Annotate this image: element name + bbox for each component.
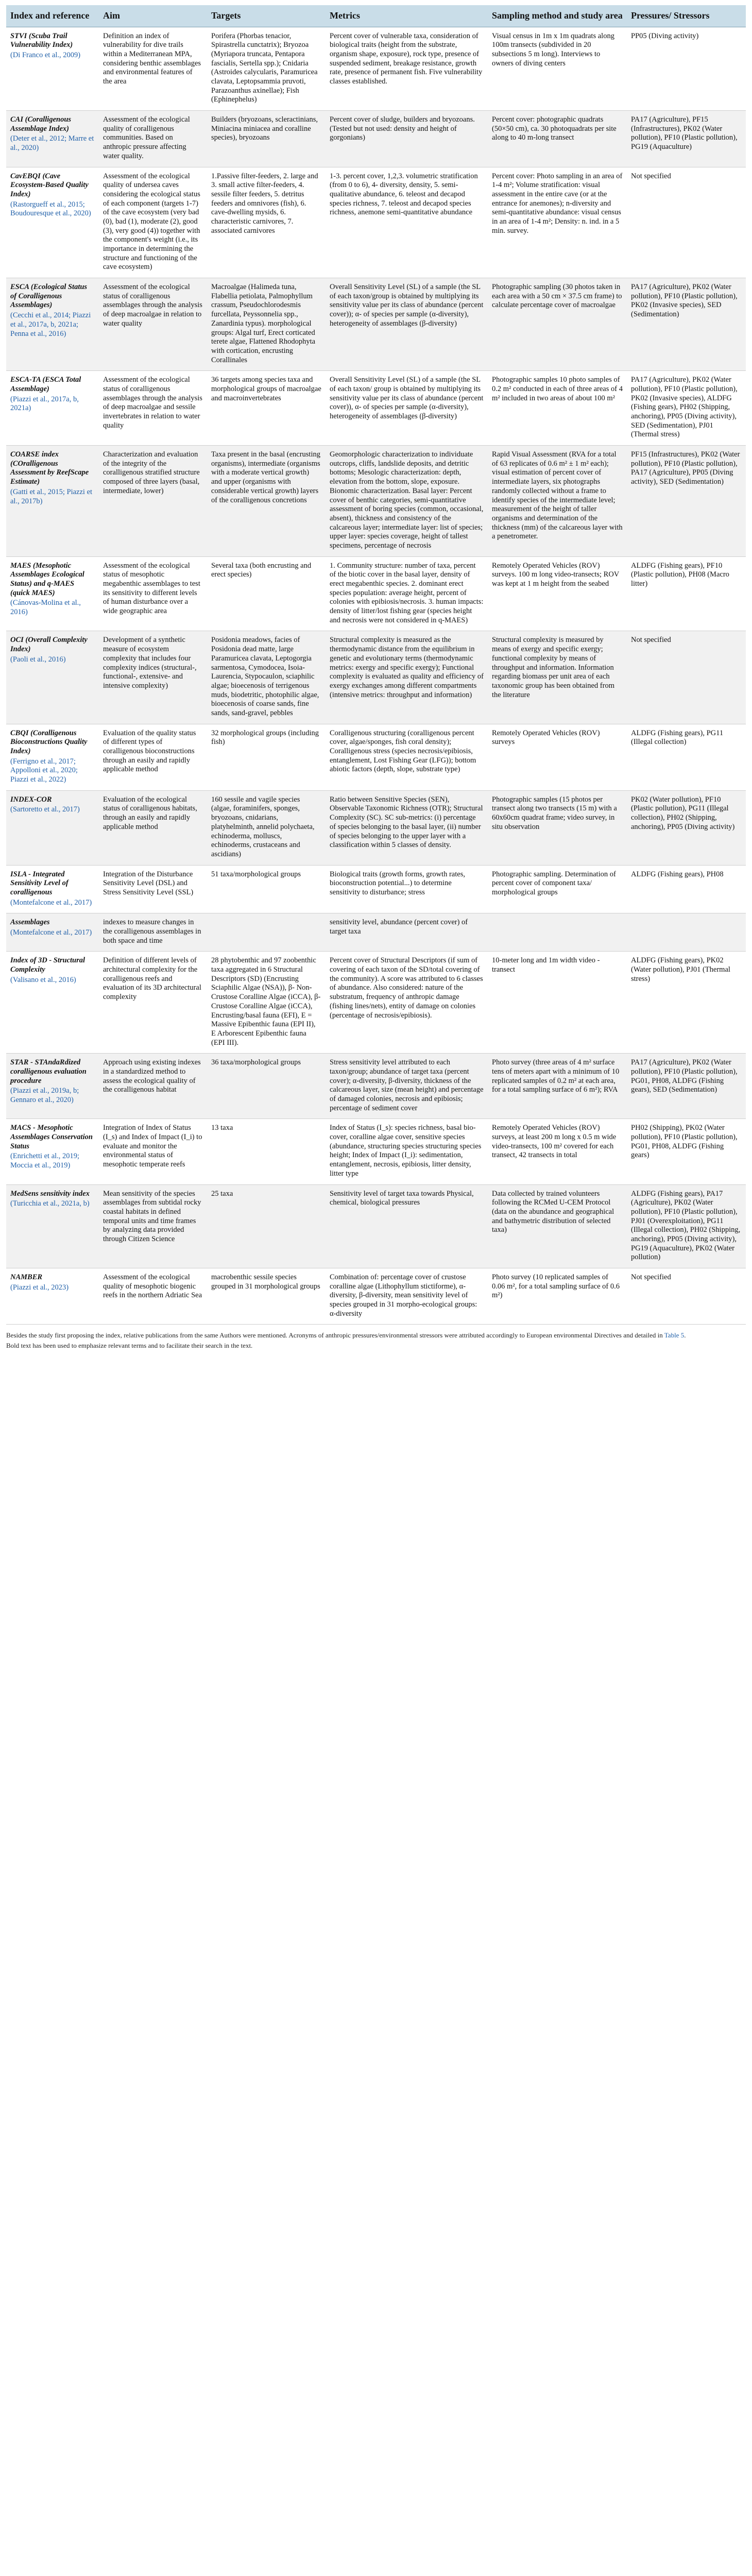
table-row (6, 952, 746, 1054)
cell-metrics: Combination of: percentage cover of crustose coralline algae (Lithophyllum stictiforme), α-diversity, β-diversity, mean sensitivity level of species grouped in 31 morpho-ecological groups: α-diversity (326, 1268, 488, 1325)
index-name: MedSens sensitivity index (10, 1189, 90, 1198)
cell-aim: Assessment of the ecological quality of mesophotic biogenic reefs in the northern Adriatic Sea (99, 1268, 207, 1325)
cell-pressures: PA17 (Agriculture), PK02 (Water pollution), PF10 (Plastic pollution), PG01, PH08, ALDFG (Fishing gears), SED (Sedimentation) (627, 1054, 746, 1119)
index-reference-link[interactable]: (Montefalcone et al., 2017) (10, 898, 92, 907)
footnote-line-2: Bold text has been used to emphasize relevant terms and to facilitate their search in the text. (6, 1342, 253, 1350)
index-name: MACS - Mesophotic Assemblages Conservation Status (10, 1124, 93, 1150)
cell-metrics: Overall Sensitivity Level (SL) of a sample (the SL of each taxon/group is obtained by multiplying its sensitivity value per its class of abundance (percent cover)); α- of species per sample (α-diversity), heterogeneity of assemblages (β-diversity) (326, 278, 488, 371)
cell-aim: Assessment of the ecological status of coralligenous assemblages through the analysis of deep macroalgae in relation to water quality (99, 278, 207, 371)
cell-metrics: Coralligenous structuring (coralligenous percent cover, algae/sponges, fish coral density); Coralligenous stress (species necrosis/epibiosis, entanglement, Lost Fishing Gear (LFG)); bottom abiotic factors (depth, slope, substrate type) (326, 724, 488, 790)
index-name: CAI (Coralligenous Assemblage Index) (10, 115, 72, 133)
header-metrics: Metrics (326, 5, 488, 27)
cell-pressures: PK02 (Water pollution), PF10 (Plastic pollution), PG11 (Illegal collection), PH02 (Shipping, anchoring), PP05 (Diving activity) (627, 790, 746, 865)
index-reference-link[interactable]: (Rastorgueff et al., 2015; Boudouresque et al., 2020) (10, 200, 91, 218)
cell-metrics: Ratio between Sensitive Species (SEN), Observable Taxonomic Richness (OTR); Structural Complexity (SC). SC sub-metrics: (i) percentage of species belonging to the basal layer, (ii) number of species belonging to the upper layer with a classification within 5 classes of density. (326, 790, 488, 865)
cell-targets: Taxa present in the basal (encrusting organisms), intermediate (organisms with a moderate vertical growth) and upper (organisms with considerable vertical growth) layers of the coralligenous concretions (207, 446, 326, 557)
cell-sampling: Remotely Operated Vehicles (ROV) surveys, at least 200 m long x 0.5 m wide video-transects, 100 m² covered for each transect, 42 transects in total (488, 1119, 627, 1184)
table-wrapper (6, 5, 746, 1351)
cell-index-reference (6, 631, 99, 724)
cell-index-reference (6, 1119, 99, 1184)
cell-targets: 36 targets among species taxa and morphological groups of macroalgae and macroinvertebrates (207, 371, 326, 446)
cell-metrics: Percent cover of vulnerable taxa, consideration of biological traits (height from the substrate, organism shape, exposure), rock type, presence of suspended sediment, breakage resistance, growth rate, presence of permanent fish. Five vulnerability classes established. (326, 27, 488, 111)
cell-aim: Assessment of the ecological quality of coralligenous communities. Based on anthropic pressure affecting water quality. (99, 111, 207, 167)
cell-aim: Assessment of the ecological status of mesophotic megabenthic assemblages to test its sensitivity to different levels of human disturbance over a wide geographic area (99, 556, 207, 631)
table-body (6, 27, 746, 1325)
table-row (6, 111, 746, 167)
cell-aim: Evaluation of the ecological status of coralligenous habitats, through an easily and rapidly applicable method (99, 790, 207, 865)
cell-sampling: Remotely Operated Vehicles (ROV) surveys. 100 m long video-transects; ROV was kept at 1 m height from the seabed (488, 556, 627, 631)
cell-aim: Assessment of the ecological status of coralligenous assemblages through the analysis of deep macroalgae and sessile invertebrates in relation to water quality (99, 371, 207, 446)
table-row (6, 631, 746, 724)
cell-targets: macrobenthic sessile species grouped in 31 morphological groups (207, 1268, 326, 1325)
cell-metrics: sensitivity level, abundance (percent cover) of target taxa (326, 913, 488, 952)
table-row (6, 27, 746, 111)
cell-metrics: Structural complexity is measured as the thermodynamic distance from the equilibrium in genetic and evolutionary terms (thermodynamic metrics: exergy and specific exergy); Functional complexity is evaluated as quality and efficiency of exergy exchanges among different compartments (intensive metrics: throughput and information) (326, 631, 488, 724)
index-reference-link[interactable]: (Turicchia et al., 2021a, b) (10, 1199, 90, 1208)
cell-index-reference (6, 111, 99, 167)
cell-metrics: Biological traits (growth forms, growth rates, bioconstruction potential...) to determine sensitivity to disturbance; stress (326, 865, 488, 913)
cell-index-reference (6, 790, 99, 865)
header-sampling: Sampling method and study area (488, 5, 627, 27)
cell-aim: Characterization and evaluation of the integrity of the coralligenous stratified structure composed of three layers (basal, intermediate, lower) (99, 446, 207, 557)
cell-index-reference (6, 1184, 99, 1268)
cell-targets: Posidonia meadows, facies of Posidonia dead matte, large Paramuricea clavata, Leptogorgia sarmentosa, Cymodocea, Isoia-Laurencia, Stypocaulon, sciaphilic algae; bioecenosis of terrigenous muds, biodetritic, photophilic algae, bioecenosis of coarse sands, fine sands, sand-gravel, pebbles (207, 631, 326, 724)
table-row (6, 913, 746, 952)
table-row (6, 1119, 746, 1184)
cell-sampling: Visual census in 1m x 1m quadrats along 100m transects (subdivided in 20 subsections 5 m long). Interviews to owners of diving centers (488, 27, 627, 111)
index-reference-link[interactable]: (Montefalcone et al., 2017) (10, 928, 92, 937)
cell-index-reference (6, 724, 99, 790)
cell-metrics: Percent cover of sludge, builders and bryozoans. (Tested but not used: density and height of gorgonians) (326, 111, 488, 167)
cell-aim: Development of a synthetic measure of ecosystem complexity that includes four complexity indices (structural-, functional-, extensive- and intensive complexity) (99, 631, 207, 724)
table-row (6, 446, 746, 557)
cell-targets: 51 taxa/morphological groups (207, 865, 326, 913)
table-row (6, 371, 746, 446)
cell-targets: 36 taxa/morphological groups (207, 1054, 326, 1119)
table-row (6, 556, 746, 631)
cell-pressures: ALDFG (Fishing gears), PH08 (627, 865, 746, 913)
header-targets: Targets (207, 5, 326, 27)
cell-sampling: Remotely Operated Vehicles (ROV) surveys (488, 724, 627, 790)
cell-targets: 25 taxa (207, 1184, 326, 1268)
index-name: CavEBQI (Cave Ecosystem-Based Quality Index) (10, 172, 89, 198)
cell-sampling: 10-meter long and 1m width video - transect (488, 952, 627, 1054)
cell-index-reference (6, 167, 99, 278)
cell-metrics: 1. Community structure: number of taxa, percent of the biotic cover in the basal layer, density of erect megabenthic species. 2. dominant erect species population: average height, percent of colonies with epibiosis/necrosis. 3. human impacts: density of litter/lost fishing gear (species height and necrosis were not considered in q-MAES) (326, 556, 488, 631)
cell-sampling: Photographic samples (15 photos per transect along two transects (15 m) with a 60x60cm quadrat frame; video survey, in situ observation (488, 790, 627, 865)
cell-aim: Assessment of the ecological quality of undersea caves considering the ecological status of each component (targets 1-7) of the cave ecosystem (very bad (0), bad (1), moderate (2), good (3), very good (4)) together with the component's weight (i.e., its importance in determining the structure and functioning of the cave ecosystem) (99, 167, 207, 278)
cell-sampling: Rapid Visual Assessment (RVA for a total of 63 replicates of 0.6 m² ± 1 m² each); visual estimation of percent cover of intermediate layers, six photographs randomly collected without a frame to identify species of the intermediate level; measurement of the height of taller organisms and determination of the thickness (mm) of the calcareous layer with a penetrometer. (488, 446, 627, 557)
table-5-link[interactable]: Table 5 (664, 1331, 685, 1340)
cell-index-reference (6, 1268, 99, 1325)
index-reference-link[interactable]: (Cánovas-Molina et al., 2016) (10, 599, 81, 617)
cell-pressures: PA17 (Agriculture), PF15 (Infrastructures), PK02 (Water pollution), PF10 (Plastic pollution), PG19 (Aquaculture) (627, 111, 746, 167)
index-name: MAES (Mesophotic Assemblages Ecological Status) and q-MAES (quick MAES) (10, 561, 84, 597)
table-row (6, 167, 746, 278)
table-row (6, 1268, 746, 1325)
index-reference-link[interactable]: (Ferrigno et al., 2017; Appolloni et al., 2020; Piazzi et al., 2022) (10, 757, 78, 784)
index-reference-link[interactable]: (Deter et al., 2012; Marre et al., 2020) (10, 134, 94, 152)
cell-pressures: ALDFG (Fishing gears), PK02 (Water pollution), PJ01 (Thermal stress) (627, 952, 746, 1054)
index-reference-link[interactable]: (Enrichetti et al., 2019; Moccia et al., 2019) (10, 1152, 80, 1170)
index-reference-link[interactable]: (Gatti et al., 2015; Piazzi et al., 2017b) (10, 487, 93, 505)
index-name: STVI (Scuba Trail Vulnerability Index) (10, 31, 73, 49)
cell-sampling: Photographic sampling (30 photos taken in each area with a 50 cm × 37.5 cm frame) to calculate percentage cover of macroalgae (488, 278, 627, 371)
index-name: COARSE index (COralligenous Assessment by ReefScape Estimate) (10, 450, 89, 486)
cell-aim: Mean sensitivity of the species assemblages from subtidal rocky coastal habitats in defined temporal units and time frames by analyzing data provided through Citizen Science (99, 1184, 207, 1268)
index-name: OCI (Overall Complexity Index) (10, 636, 88, 654)
index-name: ESCA-TA (ESCA Total Assemblage) (10, 376, 81, 393)
index-name: ISLA - Integrated Sensitivity Level of coralligenous (10, 870, 69, 896)
cell-sampling (488, 913, 627, 952)
index-reference-link[interactable]: (Valisano et al., 2016) (10, 975, 76, 984)
cell-index-reference (6, 27, 99, 111)
index-reference-link[interactable]: (Paoli et al., 2016) (10, 655, 66, 664)
index-name: Index of 3D - Structural Complexity (10, 956, 86, 974)
cell-pressures: PP05 (Diving activity) (627, 27, 746, 111)
cell-aim: Approach using existing indexes in a standardized method to assess the ecological quality of the coralligenous habitat (99, 1054, 207, 1119)
index-reference-link[interactable]: (Cecchi et al., 2014; Piazzi et al., 2017a, b, 2021a; Penna et al., 2016) (10, 311, 91, 338)
cell-aim: Integration of Index of Status (I_s) and Index of Impact (I_i) to evaluate and monitor the environmental status of mesophotic temperate reefs (99, 1119, 207, 1184)
cell-metrics: Stress sensitivity level attributed to each taxon/group; abundance of target taxa (percent cover); α-diversity, β-diversity, thickness of the calcareous layer, size (mean height) and percentage of damaged colonies, necrosis and epibiosis; percentage of sediment cover (326, 1054, 488, 1119)
cell-targets: Macroalgae (Halimeda tuna, Flabellia petiolata, Palmophyllum crassum, Pseudochlorodesmis furcellata, Peyssonnelia spp., Zanardinia typus). morphological groups: Algal turf, Erect corticated terete algae, Flattened Rhodophyta with cortication, encrusting Corallinales (207, 278, 326, 371)
cell-metrics: Percent cover of Structural Descriptors (if sum of covering of each taxon of the SD/total covering of the community). A score was attributed to 6 classes of abundance. Also considered: nature of the substratum, frequency of anthropic damage (fishing lines/nets), entity of damage on colonies (percentage of necrosis/epibiosis). (326, 952, 488, 1054)
cell-metrics: Sensitivity level of target taxa towards Physical, chemical, biological pressures (326, 1184, 488, 1268)
index-reference-link[interactable]: (Sartoretto et al., 2017) (10, 805, 80, 814)
cell-sampling: Structural complexity is measured by means of exergy and specific exergy; functional complexity by means of throughput and information. Information regarding biomass per unit area of each taxonomic group has been obtained from the literature (488, 631, 627, 724)
index-reference-link[interactable]: (Di Franco et al., 2009) (10, 50, 81, 59)
cell-targets: 160 sessile and vagile species (algae, foraminifers, sponges, bryozoans, cnidarians, platyhelminth, annelid polychaeta, echinoderma, molluscs, echinoderms, crustaceans and ascidians) (207, 790, 326, 865)
table-row (6, 1184, 746, 1268)
cell-index-reference (6, 278, 99, 371)
cell-index-reference (6, 952, 99, 1054)
cell-targets: Porifera (Phorbas tenacior, Spirastrella cunctatrix); Bryozoa (Myriapora truncata, Pentapora fascialis, Sertella spp.); Cnidaria (Astroides calycularis, Paramuricea clavata, Leptopsammia pruvoti, Parazoanthus axinellae); Fish (Ephinephelus) (207, 27, 326, 111)
index-name: CBQI (Coralligenous Bioconstructions Quality Index) (10, 728, 88, 756)
cell-index-reference (6, 913, 99, 952)
table-header-row (6, 5, 746, 27)
cell-index-reference (6, 446, 99, 557)
cell-sampling: Photo survey (10 replicated samples of 0.06 m², for a total sampling surface of 0.6 m²) (488, 1268, 627, 1325)
cell-aim: Evaluation of the quality status of different types of coralligenous bioconstructions through an easily and rapidly applicable method (99, 724, 207, 790)
cell-metrics: 1-3. percent cover, 1,2,3. volumetric stratification (from 0 to 6), 4- diversity, density, 5. semi-qualitative abundance, 6. teleost and decapod species richness, 7. teleost and decapod species richness, anemone semi-quantitative abundance (326, 167, 488, 278)
cell-index-reference (6, 865, 99, 913)
cell-pressures (627, 913, 746, 952)
index-name: Assemblages (10, 918, 50, 927)
cell-pressures: PH02 (Shipping), PK02 (Water pollution), PF10 (Plastic pollution), PG01, PH08, ALDFG (Fishing gears) (627, 1119, 746, 1184)
cell-targets: 1.Passive filter-feeders, 2. large and 3. small active filter-feeders, 4. sessile filter feeders, 5. detritus feeders and omnivores (fish), 6. cave-dwelling mysids, 6. characteristic carnivores, 7. associated carnivores (207, 167, 326, 278)
cell-aim: Integration of the Disturbance Sensitivity Level (DSL) and Stress Sensitivity Level (SSL) (99, 865, 207, 913)
footnote-line-1: Besides the study first proposing the index, relative publications from the same Authors were mentioned. Acronyms of anthropic pressures/environmental stressors were attributed accordingly to European environmental Directives and detailed in Table 5. (6, 1331, 686, 1340)
cell-sampling: Percent cover: Photo sampling in an area of 1-4 m²; Volume stratification: visual assessment in the entire cave (or at the entrance for anemones); n-diversity and semi-quantitative abundance: visual census in an area of 1-4 m²; Density: n. ind. in a 5 min. survey. (488, 167, 627, 278)
cell-targets: Builders (bryozoans, scleractinians, Miniacina miniacea and coralline species), bryozoans (207, 111, 326, 167)
index-reference-link[interactable]: (Piazzi et al., 2023) (10, 1283, 69, 1292)
cell-targets: Several taxa (both encrusting and erect species) (207, 556, 326, 631)
cell-pressures: ALDFG (Fishing gears), PG11 (Illegal collection) (627, 724, 746, 790)
cell-index-reference (6, 371, 99, 446)
cell-pressures: PF15 (Infrastructures), PK02 (Water pollution), PF10 (Plastic pollution), PA17 (Agriculture), PP05 (Diving activity), SED (Sedimentation) (627, 446, 746, 557)
index-name: NAMBER (10, 1273, 43, 1282)
table-footnote (6, 1331, 746, 1350)
header-pressures: Pressures/ Stressors (627, 5, 746, 27)
cell-sampling: Data collected by trained volunteers following the RCMed U-CEM Protocol (data on the abundance and geographical and bathymetric distribution of selected taxa) (488, 1184, 627, 1268)
cell-sampling: Photographic samples 10 photo samples of 0.2 m² conducted in each of three areas of 4 m² included in two areas of about 100 m² (488, 371, 627, 446)
cell-index-reference (6, 1054, 99, 1119)
cell-pressures: Not specified (627, 631, 746, 724)
cell-pressures: ALDFG (Fishing gears), PA17 (Agriculture), PK02 (Water pollution), PF10 (Plastic pollution), PJ01 (Overexploitation), PG11 (Illegal collection), PH02 (Shipping, anchoring), PP05 (Diving activity), PG19 (Aquaculture), PK02 (Water pollution) (627, 1184, 746, 1268)
header-index-reference: Index and reference (6, 5, 99, 27)
index-name: INDEX-COR (10, 795, 52, 804)
cell-index-reference (6, 556, 99, 631)
cell-sampling: Percent cover: photographic quadrats (50×50 cm), ca. 30 photoquadrats per site along to 40 m-long transect (488, 111, 627, 167)
cell-targets: 28 phytobenthic and 97 zoobenthic taxa aggregated in 6 Structural Descriptors (SD) (Encrusting Sciaphilic Algae (NSA)), β- Non-Crustose Coralline Algae (iCCA), β- Crustose Coralline Algae (iCCA), Encrusting/basal fauna (EFI), E = Massive Epibenthic fauna (EPI II), E Arborescent Epibenthic fauna (EPI III). (207, 952, 326, 1054)
index-name: STAR - STAndaRdized coralligenous evaluation procedure (10, 1058, 87, 1085)
header-aim: Aim (99, 5, 207, 27)
cell-pressures: Not specified (627, 1268, 746, 1325)
table-row (6, 1054, 746, 1119)
cell-aim: Definition of different levels of architectural complexity for the coralligenous reefs and evaluation of its 3D architectural complexity (99, 952, 207, 1054)
cell-targets: 13 taxa (207, 1119, 326, 1184)
table-row (6, 865, 746, 913)
table-row (6, 790, 746, 865)
index-reference-link[interactable]: (Piazzi et al., 2019a, b; Gennaro et al., 2020) (10, 1087, 79, 1105)
index-name: ESCA (Ecological Status of Coralligenous Assemblages) (10, 283, 88, 310)
table-row (6, 278, 746, 371)
cell-metrics: Index of Status (I_s): species richness, basal bio-cover, coralline algae cover, sensitive species (abundance, structuring species structuring species height; Index of Impact (I_i): sedimentation, entanglement, necrosis, epibiosis, litter density, litter type (326, 1119, 488, 1184)
table-row (6, 724, 746, 790)
cell-pressures: PA17 (Agriculture), PK02 (Water pollution), PF10 (Plastic pollution), PK02 (Invasive species), ALDFG (Fishing gears), PH02 (Shipping, anchoring), PP05 (Diving activity), SED (Sedimentation), PJ01 (Thermal stress) (627, 371, 746, 446)
cell-aim: indexes to measure changes in the coralligenous assemblages in both space and time (99, 913, 207, 952)
cell-pressures: ALDFG (Fishing gears), PF10 (Plastic pollution), PH08 (Macro litter) (627, 556, 746, 631)
index-reference-link[interactable]: (Piazzi et al., 2017a, b, 2021a) (10, 395, 79, 413)
cell-aim: Definition an index of vulnerability for dive trails within a Mediterranean MPA, considering benthic assemblages and environmental features of the area (99, 27, 207, 111)
cell-targets: 32 morphological groups (including fish) (207, 724, 326, 790)
cell-pressures: PA17 (Agriculture), PK02 (Water pollution), PF10 (Plastic pollution), PK02 (Invasive species), SED (Sedimentation) (627, 278, 746, 371)
cell-targets (207, 913, 326, 952)
indices-table (6, 5, 746, 1325)
cell-sampling: Photo survey (three areas of 4 m² surface tens of meters apart with a minimum of 10 replicated samples of 0.2 m² at each area, for a total sampling surface of 6 m²); RVA (488, 1054, 627, 1119)
cell-metrics: Geomorphologic characterization to individuate outcrops, cliffs, landslide deposits, and detritic bottoms; Mesologic characterization: depth, elevation from the bottom, slope, exposure. Bionomic characterization. Basal layer: Percent cover of benthic categories, semi-quantitative assessment of boring species (common, occasional, absent), thickness and consistency of the calcareous layer; intermediate layer: list of species; upper layer: species coverage, height of tallest specimens, percentage of necrosis (326, 446, 488, 557)
cell-sampling: Photographic sampling. Determination of percent cover of component taxa/ morphological groups (488, 865, 627, 913)
cell-pressures: Not specified (627, 167, 746, 278)
cell-metrics: Overall Sensitivity Level (SL) of a sample (the SL of each taxon/ group is obtained by multiplying its sensitivity value per its class of abundance (percent cover)), α- of species per sample (α-diversity), heterogeneity of assemblages (β-diversity) (326, 371, 488, 446)
